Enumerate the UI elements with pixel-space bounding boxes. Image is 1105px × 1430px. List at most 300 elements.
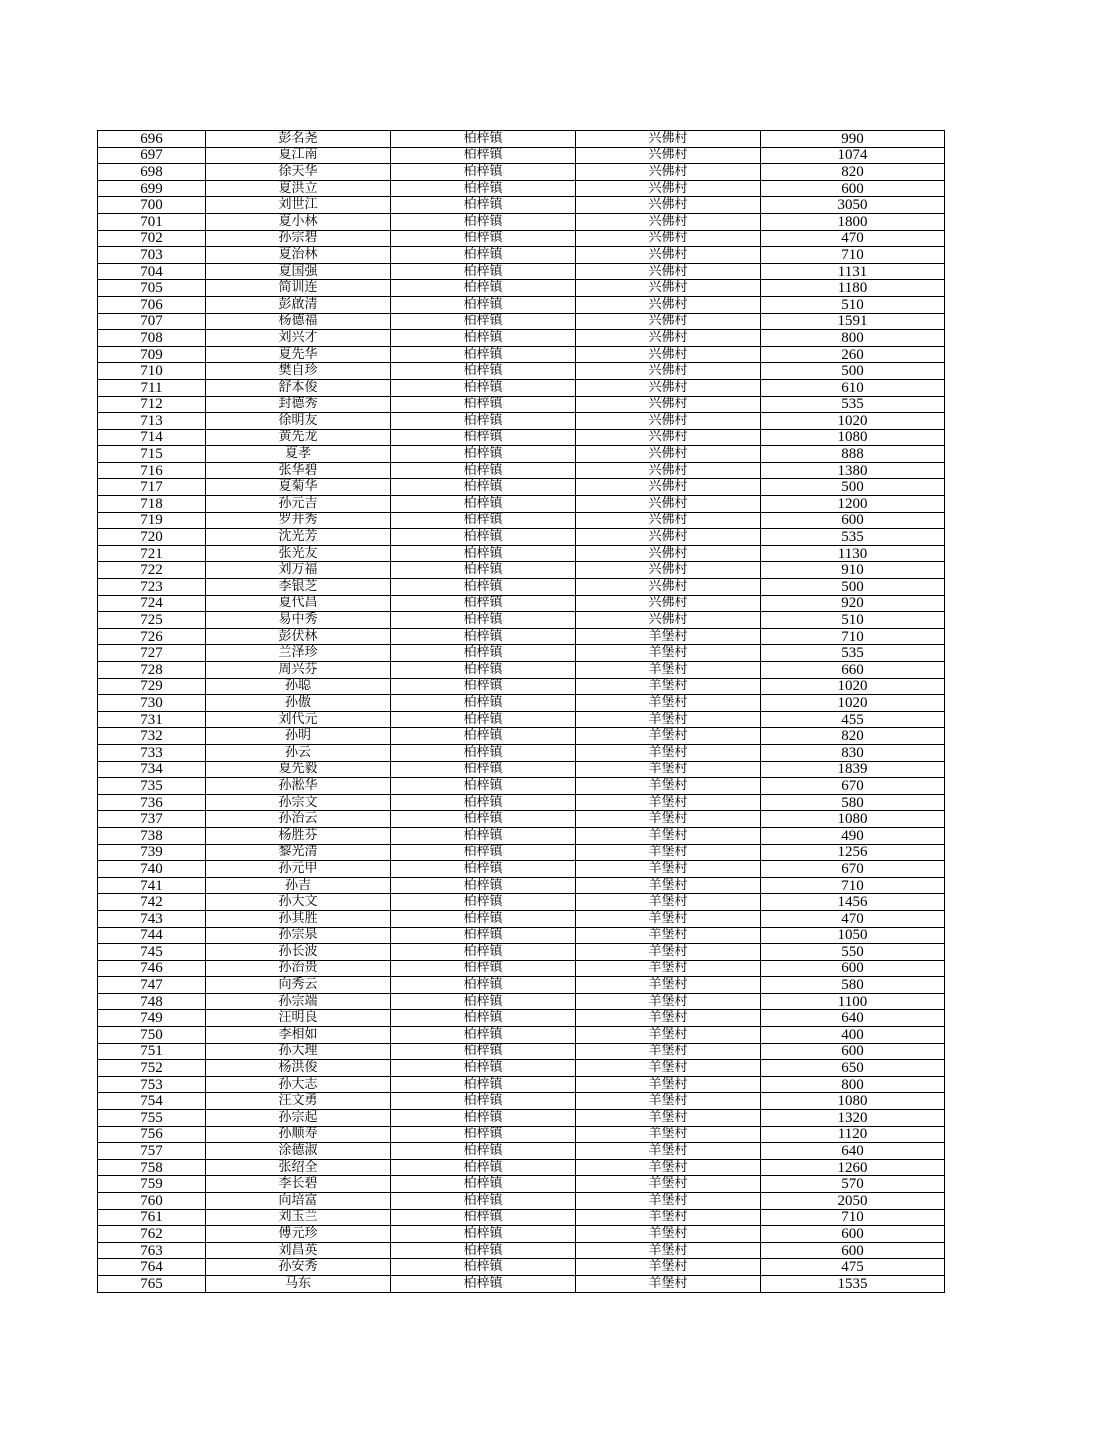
name-cell: 张光友 [206, 545, 391, 562]
amount-cell: 650 [761, 1060, 945, 1077]
amount-cell: 710 [761, 628, 945, 645]
row-number-cell: 763 [98, 1242, 206, 1259]
row-number-cell: 702 [98, 230, 206, 247]
table-row [98, 147, 945, 164]
row-number-cell: 743 [98, 910, 206, 927]
table-row [98, 1259, 945, 1276]
name-cell: 简训连 [206, 280, 391, 297]
name-cell: 汪文勇 [206, 1093, 391, 1110]
table-row [98, 977, 945, 994]
row-number-cell: 762 [98, 1226, 206, 1243]
village-cell: 羊堡村 [576, 695, 761, 712]
village-cell: 兴佛村 [576, 396, 761, 413]
name-cell: 樊自珍 [206, 363, 391, 380]
town-cell: 柏梓镇 [391, 811, 576, 828]
town-cell: 柏梓镇 [391, 844, 576, 861]
village-cell: 兴佛村 [576, 131, 761, 148]
name-cell: 周兴芬 [206, 662, 391, 679]
village-cell: 兴佛村 [576, 446, 761, 463]
village-cell: 兴佛村 [576, 545, 761, 562]
table-row [98, 379, 945, 396]
village-cell: 羊堡村 [576, 1259, 761, 1276]
name-cell: 杨洪俊 [206, 1060, 391, 1077]
amount-cell: 1080 [761, 429, 945, 446]
village-cell: 兴佛村 [576, 147, 761, 164]
amount-cell: 1591 [761, 313, 945, 330]
village-cell: 兴佛村 [576, 280, 761, 297]
town-cell: 柏梓镇 [391, 313, 576, 330]
row-number-cell: 731 [98, 711, 206, 728]
row-number-cell: 712 [98, 396, 206, 413]
row-number-cell: 746 [98, 960, 206, 977]
village-cell: 兴佛村 [576, 197, 761, 214]
amount-cell: 710 [761, 877, 945, 894]
amount-cell: 1200 [761, 496, 945, 513]
name-cell: 彭伏林 [206, 628, 391, 645]
name-cell: 杨胜芬 [206, 827, 391, 844]
row-number-cell: 744 [98, 927, 206, 944]
table-row [98, 313, 945, 330]
village-cell: 兴佛村 [576, 512, 761, 529]
village-cell: 羊堡村 [576, 811, 761, 828]
name-cell: 孙安秀 [206, 1259, 391, 1276]
village-cell: 羊堡村 [576, 927, 761, 944]
table-row [98, 164, 945, 181]
name-cell: 孙云 [206, 744, 391, 761]
name-cell: 孙宗起 [206, 1110, 391, 1127]
amount-cell: 1130 [761, 545, 945, 562]
town-cell: 柏梓镇 [391, 330, 576, 347]
town-cell: 柏梓镇 [391, 977, 576, 994]
village-cell: 羊堡村 [576, 977, 761, 994]
amount-cell: 535 [761, 645, 945, 662]
village-cell: 羊堡村 [576, 1176, 761, 1193]
table-row [98, 413, 945, 430]
name-cell: 刘兴才 [206, 330, 391, 347]
village-cell: 羊堡村 [576, 877, 761, 894]
row-number-cell: 714 [98, 429, 206, 446]
table-row [98, 263, 945, 280]
village-cell: 羊堡村 [576, 827, 761, 844]
village-cell: 羊堡村 [576, 861, 761, 878]
table-row [98, 861, 945, 878]
town-cell: 柏梓镇 [391, 346, 576, 363]
table-row [98, 1143, 945, 1160]
name-cell: 兰泽珍 [206, 645, 391, 662]
amount-cell: 1535 [761, 1275, 945, 1292]
table-row [98, 628, 945, 645]
name-cell: 李相如 [206, 1027, 391, 1044]
amount-cell: 1256 [761, 844, 945, 861]
town-cell: 柏梓镇 [391, 595, 576, 612]
town-cell: 柏梓镇 [391, 1076, 576, 1093]
row-number-cell: 756 [98, 1126, 206, 1143]
village-cell: 羊堡村 [576, 662, 761, 679]
village-cell: 羊堡村 [576, 794, 761, 811]
row-number-cell: 716 [98, 462, 206, 479]
table-row [98, 197, 945, 214]
table-row [98, 446, 945, 463]
row-number-cell: 730 [98, 695, 206, 712]
town-cell: 柏梓镇 [391, 1275, 576, 1292]
village-cell: 羊堡村 [576, 1193, 761, 1210]
row-number-cell: 706 [98, 296, 206, 313]
table-row [98, 429, 945, 446]
table-row [98, 728, 945, 745]
town-cell: 柏梓镇 [391, 910, 576, 927]
table-row [98, 827, 945, 844]
name-cell: 沈光芳 [206, 529, 391, 546]
town-cell: 柏梓镇 [391, 1093, 576, 1110]
town-cell: 柏梓镇 [391, 429, 576, 446]
name-cell: 刘万福 [206, 562, 391, 579]
amount-cell: 580 [761, 977, 945, 994]
amount-cell: 475 [761, 1259, 945, 1276]
village-cell: 羊堡村 [576, 744, 761, 761]
village-cell: 兴佛村 [576, 579, 761, 596]
amount-cell: 888 [761, 446, 945, 463]
town-cell: 柏梓镇 [391, 927, 576, 944]
row-number-cell: 761 [98, 1209, 206, 1226]
row-number-cell: 754 [98, 1093, 206, 1110]
town-cell: 柏梓镇 [391, 993, 576, 1010]
row-number-cell: 739 [98, 844, 206, 861]
amount-cell: 1020 [761, 678, 945, 695]
town-cell: 柏梓镇 [391, 396, 576, 413]
name-cell: 封德秀 [206, 396, 391, 413]
name-cell: 罗井秀 [206, 512, 391, 529]
town-cell: 柏梓镇 [391, 296, 576, 313]
village-cell: 羊堡村 [576, 678, 761, 695]
amount-cell: 1839 [761, 761, 945, 778]
village-cell: 羊堡村 [576, 960, 761, 977]
row-number-cell: 696 [98, 131, 206, 148]
table-row [98, 1027, 945, 1044]
town-cell: 柏梓镇 [391, 1176, 576, 1193]
row-number-cell: 751 [98, 1043, 206, 1060]
row-number-cell: 755 [98, 1110, 206, 1127]
village-cell: 兴佛村 [576, 296, 761, 313]
table-row [98, 496, 945, 513]
table-row [98, 744, 945, 761]
amount-cell: 500 [761, 479, 945, 496]
amount-cell: 1080 [761, 811, 945, 828]
village-cell: 兴佛村 [576, 263, 761, 280]
row-number-cell: 720 [98, 529, 206, 546]
name-cell: 孙顺寿 [206, 1126, 391, 1143]
row-number-cell: 734 [98, 761, 206, 778]
village-cell: 羊堡村 [576, 1010, 761, 1027]
name-cell: 孙宗泉 [206, 927, 391, 944]
table-row [98, 927, 945, 944]
table-row [98, 180, 945, 197]
town-cell: 柏梓镇 [391, 479, 576, 496]
amount-cell: 910 [761, 562, 945, 579]
amount-cell: 1180 [761, 280, 945, 297]
village-cell: 羊堡村 [576, 1209, 761, 1226]
village-cell: 兴佛村 [576, 330, 761, 347]
row-number-cell: 727 [98, 645, 206, 662]
village-cell: 羊堡村 [576, 1242, 761, 1259]
name-cell: 杨德福 [206, 313, 391, 330]
row-number-cell: 721 [98, 545, 206, 562]
amount-cell: 535 [761, 529, 945, 546]
row-number-cell: 765 [98, 1275, 206, 1292]
table-row [98, 1076, 945, 1093]
amount-cell: 570 [761, 1176, 945, 1193]
name-cell: 汪明良 [206, 1010, 391, 1027]
town-cell: 柏梓镇 [391, 1043, 576, 1060]
amount-cell: 260 [761, 346, 945, 363]
row-number-cell: 701 [98, 213, 206, 230]
row-number-cell: 758 [98, 1159, 206, 1176]
table-row [98, 877, 945, 894]
name-cell: 孙元甲 [206, 861, 391, 878]
village-cell: 羊堡村 [576, 1043, 761, 1060]
name-cell: 孙明 [206, 728, 391, 745]
town-cell: 柏梓镇 [391, 147, 576, 164]
table-row [98, 529, 945, 546]
name-cell: 刘世江 [206, 197, 391, 214]
village-cell: 兴佛村 [576, 313, 761, 330]
name-cell: 易中秀 [206, 612, 391, 629]
town-cell: 柏梓镇 [391, 379, 576, 396]
table-body [98, 131, 945, 1293]
amount-cell: 455 [761, 711, 945, 728]
row-number-cell: 715 [98, 446, 206, 463]
name-cell: 夏代昌 [206, 595, 391, 612]
village-cell: 兴佛村 [576, 562, 761, 579]
town-cell: 柏梓镇 [391, 1226, 576, 1243]
amount-cell: 1320 [761, 1110, 945, 1127]
table-row [98, 1060, 945, 1077]
name-cell: 夏菊华 [206, 479, 391, 496]
row-number-cell: 726 [98, 628, 206, 645]
town-cell: 柏梓镇 [391, 512, 576, 529]
name-cell: 彭啟清 [206, 296, 391, 313]
table-row [98, 213, 945, 230]
town-cell: 柏梓镇 [391, 877, 576, 894]
table-row [98, 1126, 945, 1143]
town-cell: 柏梓镇 [391, 728, 576, 745]
table-row [98, 479, 945, 496]
amount-cell: 2050 [761, 1193, 945, 1210]
village-cell: 兴佛村 [576, 529, 761, 546]
amount-cell: 710 [761, 1209, 945, 1226]
table-row [98, 695, 945, 712]
amount-cell: 1050 [761, 927, 945, 944]
table-row [98, 993, 945, 1010]
village-cell: 羊堡村 [576, 1076, 761, 1093]
row-number-cell: 710 [98, 363, 206, 380]
row-number-cell: 736 [98, 794, 206, 811]
table-row [98, 1110, 945, 1127]
table-row [98, 1010, 945, 1027]
table-row [98, 910, 945, 927]
town-cell: 柏梓镇 [391, 579, 576, 596]
town-cell: 柏梓镇 [391, 744, 576, 761]
amount-cell: 400 [761, 1027, 945, 1044]
town-cell: 柏梓镇 [391, 695, 576, 712]
row-number-cell: 717 [98, 479, 206, 496]
amount-cell: 800 [761, 330, 945, 347]
amount-cell: 1074 [761, 147, 945, 164]
table-row [98, 778, 945, 795]
table-row [98, 346, 945, 363]
table-row [98, 1093, 945, 1110]
town-cell: 柏梓镇 [391, 1010, 576, 1027]
row-number-cell: 750 [98, 1027, 206, 1044]
amount-cell: 535 [761, 396, 945, 413]
row-number-cell: 753 [98, 1076, 206, 1093]
name-cell: 彭名尧 [206, 131, 391, 148]
town-cell: 柏梓镇 [391, 164, 576, 181]
table-row [98, 579, 945, 596]
town-cell: 柏梓镇 [391, 960, 576, 977]
table-row [98, 894, 945, 911]
town-cell: 柏梓镇 [391, 131, 576, 148]
row-number-cell: 737 [98, 811, 206, 828]
table-row [98, 1242, 945, 1259]
village-cell: 羊堡村 [576, 628, 761, 645]
amount-cell: 600 [761, 180, 945, 197]
town-cell: 柏梓镇 [391, 662, 576, 679]
village-cell: 羊堡村 [576, 1275, 761, 1292]
table-row [98, 1159, 945, 1176]
row-number-cell: 748 [98, 993, 206, 1010]
village-cell: 羊堡村 [576, 1110, 761, 1127]
town-cell: 柏梓镇 [391, 529, 576, 546]
village-cell: 羊堡村 [576, 645, 761, 662]
amount-cell: 1456 [761, 894, 945, 911]
town-cell: 柏梓镇 [391, 761, 576, 778]
amount-cell: 600 [761, 1226, 945, 1243]
name-cell: 夏先华 [206, 346, 391, 363]
village-cell: 羊堡村 [576, 761, 761, 778]
town-cell: 柏梓镇 [391, 1060, 576, 1077]
table-row [98, 363, 945, 380]
name-cell: 孙宗端 [206, 993, 391, 1010]
village-cell: 兴佛村 [576, 164, 761, 181]
name-cell: 孙治贵 [206, 960, 391, 977]
row-number-cell: 728 [98, 662, 206, 679]
town-cell: 柏梓镇 [391, 894, 576, 911]
amount-cell: 500 [761, 579, 945, 596]
amount-cell: 500 [761, 363, 945, 380]
town-cell: 柏梓镇 [391, 496, 576, 513]
name-cell: 刘玉兰 [206, 1209, 391, 1226]
village-cell: 兴佛村 [576, 479, 761, 496]
amount-cell: 600 [761, 1242, 945, 1259]
amount-cell: 670 [761, 861, 945, 878]
village-cell: 兴佛村 [576, 363, 761, 380]
name-cell: 孙大理 [206, 1043, 391, 1060]
town-cell: 柏梓镇 [391, 363, 576, 380]
row-number-cell: 764 [98, 1259, 206, 1276]
village-cell: 羊堡村 [576, 944, 761, 961]
town-cell: 柏梓镇 [391, 1110, 576, 1127]
table-row [98, 1193, 945, 1210]
village-cell: 羊堡村 [576, 1027, 761, 1044]
name-cell: 孙聪 [206, 678, 391, 695]
amount-cell: 1260 [761, 1159, 945, 1176]
name-cell: 向秀云 [206, 977, 391, 994]
town-cell: 柏梓镇 [391, 1159, 576, 1176]
table-row [98, 330, 945, 347]
name-cell: 孙其胜 [206, 910, 391, 927]
town-cell: 柏梓镇 [391, 562, 576, 579]
row-number-cell: 747 [98, 977, 206, 994]
name-cell: 刘代元 [206, 711, 391, 728]
village-cell: 兴佛村 [576, 230, 761, 247]
amount-cell: 800 [761, 1076, 945, 1093]
name-cell: 刘昌英 [206, 1242, 391, 1259]
village-cell: 兴佛村 [576, 379, 761, 396]
amount-cell: 580 [761, 794, 945, 811]
table-row [98, 396, 945, 413]
town-cell: 柏梓镇 [391, 413, 576, 430]
town-cell: 柏梓镇 [391, 213, 576, 230]
town-cell: 柏梓镇 [391, 230, 576, 247]
name-cell: 夏治林 [206, 247, 391, 264]
village-cell: 羊堡村 [576, 778, 761, 795]
row-number-cell: 749 [98, 1010, 206, 1027]
row-number-cell: 698 [98, 164, 206, 181]
name-cell: 孙宗文 [206, 794, 391, 811]
name-cell: 孙治云 [206, 811, 391, 828]
name-cell: 孙淞华 [206, 778, 391, 795]
name-cell: 李长碧 [206, 1176, 391, 1193]
amount-cell: 490 [761, 827, 945, 844]
table-row [98, 761, 945, 778]
table-row [98, 1275, 945, 1292]
name-cell: 夏江南 [206, 147, 391, 164]
village-cell: 兴佛村 [576, 429, 761, 446]
row-number-cell: 718 [98, 496, 206, 513]
village-cell: 羊堡村 [576, 1060, 761, 1077]
town-cell: 柏梓镇 [391, 446, 576, 463]
table-row [98, 545, 945, 562]
name-cell: 孙傲 [206, 695, 391, 712]
village-cell: 羊堡村 [576, 910, 761, 927]
row-number-cell: 697 [98, 147, 206, 164]
town-cell: 柏梓镇 [391, 280, 576, 297]
row-number-cell: 759 [98, 1176, 206, 1193]
table-row [98, 844, 945, 861]
village-cell: 羊堡村 [576, 1093, 761, 1110]
village-cell: 兴佛村 [576, 612, 761, 629]
row-number-cell: 722 [98, 562, 206, 579]
village-cell: 羊堡村 [576, 1159, 761, 1176]
village-cell: 羊堡村 [576, 728, 761, 745]
town-cell: 柏梓镇 [391, 628, 576, 645]
name-cell: 李银芝 [206, 579, 391, 596]
row-number-cell: 711 [98, 379, 206, 396]
name-cell: 向培富 [206, 1193, 391, 1210]
row-number-cell: 757 [98, 1143, 206, 1160]
town-cell: 柏梓镇 [391, 827, 576, 844]
town-cell: 柏梓镇 [391, 545, 576, 562]
row-number-cell: 703 [98, 247, 206, 264]
town-cell: 柏梓镇 [391, 861, 576, 878]
town-cell: 柏梓镇 [391, 1193, 576, 1210]
amount-cell: 510 [761, 296, 945, 313]
name-cell: 孙长波 [206, 944, 391, 961]
town-cell: 柏梓镇 [391, 1027, 576, 1044]
town-cell: 柏梓镇 [391, 1143, 576, 1160]
row-number-cell: 700 [98, 197, 206, 214]
town-cell: 柏梓镇 [391, 944, 576, 961]
